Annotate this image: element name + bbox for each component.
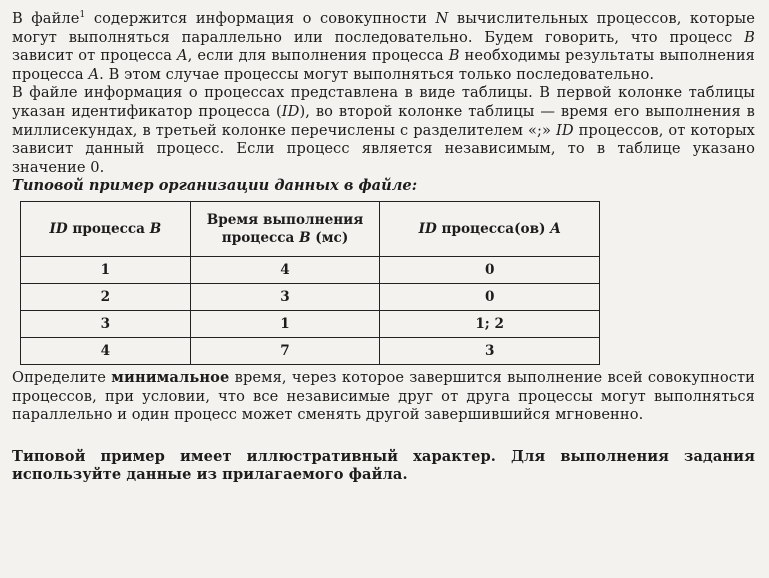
text: вычислительных процессов, которые могут выполняться параллельно или последовательно. Будем говорить, что процесс [12,10,755,46]
text: время, через которое завершится выполнение всей совокупности процессов, при условии, что все независимые друг от друга процессы могут выполняться параллельно и один процесс может сменять другой завершившийся мгновенно. [12,368,755,424]
header-text: Время выполнения [206,211,364,228]
note-paragraph: Типовой пример имеет иллюстративный характер. Для выполнения задания используйте данные из прилагаемого файла. [12,447,755,484]
table-header-row [21,201,600,256]
footnote-marker[interactable]: 1 [79,10,86,20]
text: Определите [12,368,112,386]
variable-b: B [744,28,755,46]
text: В файле [12,10,80,27]
table-row [21,310,600,337]
table-row [21,256,600,283]
text: необходимы результаты выполнения процесса [12,47,755,83]
intro-paragraph [12,10,755,84]
cell-time: 3 [190,283,380,310]
table-row [21,283,600,310]
text: . В этом случае процессы могут выполняться только последовательно. [99,65,655,83]
text: содержится информация о совокупности [85,10,436,27]
cell-id: 2 [21,283,191,310]
text: , если для выполнения процесса [187,47,449,65]
emphasis-minimal: минимальное [111,368,230,386]
cell-id: 3 [21,310,191,337]
cell-time: 4 [190,256,380,283]
cell-id: 1 [21,256,191,283]
variable-b: B [149,220,162,237]
variable-b: B [448,47,460,65]
header-execution-time [190,201,380,256]
format-paragraph [12,84,755,177]
variable-a: A [177,47,188,65]
task-paragraph [12,369,755,425]
text: В файле информация о процессах представлена в виде таблицы. В первой колонке таблицы указан идентификатор процесса ( [12,84,755,120]
header-text: процесса [221,229,300,246]
table-caption: Типовой пример организации данных в файле: [12,177,418,195]
id-term: ID [281,102,300,120]
spacer [12,425,755,448]
cell-id: 4 [21,337,191,364]
cell-deps: 0 [380,283,600,310]
variable-b: B [299,229,311,246]
text: процессов, от которых зависит данный процесс. Если процесс является независимым, то в таблице указано значение 0. [12,121,756,176]
cell-deps: 0 [380,256,600,283]
header-process-b-id [21,201,191,256]
text: ), во второй колонке таблицы — время его выполнения в миллисекундах, в третьей колонке перечислены с разделителем «;» [12,102,755,139]
text: зависит от процесса [12,47,178,65]
cell-time: 1 [190,310,380,337]
cell-deps: 3 [380,337,600,364]
cell-deps: 1; 2 [380,310,600,337]
id-term: ID [49,220,68,237]
variable-n: N [435,10,449,27]
table-row [21,337,600,364]
process-table [20,201,600,365]
cell-time: 7 [190,337,380,364]
id-term: ID [555,121,574,139]
variable-a: A [88,65,100,83]
header-process-a-ids [380,201,600,256]
id-term: ID [418,220,437,237]
variable-a: A [550,220,561,237]
header-text: процесса(ов) [436,220,551,237]
header-text: процесса [67,220,150,237]
header-text: (мс) [310,229,349,246]
